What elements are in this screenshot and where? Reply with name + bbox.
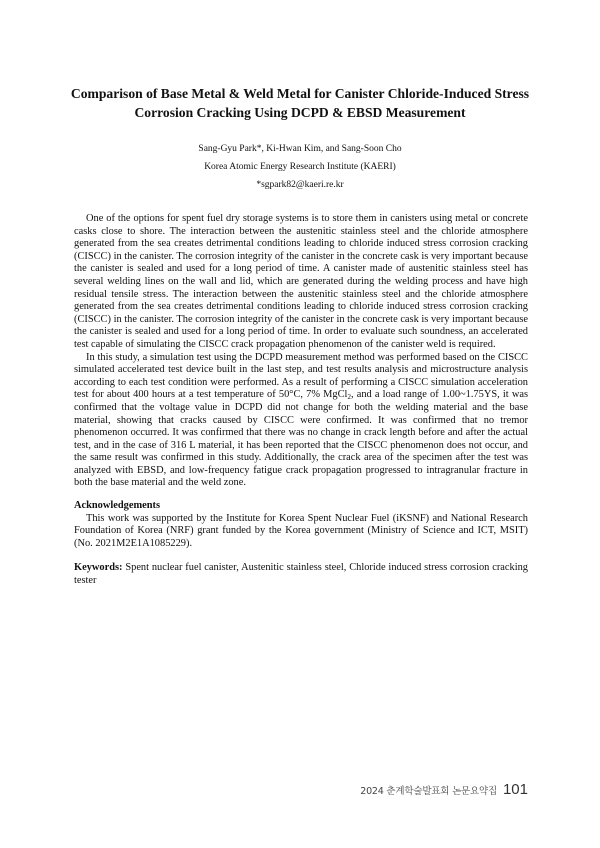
page-footer: [360, 781, 528, 798]
keywords-text: Spent nuclear fuel canister, Austenitic stainless steel, Chloride induced stress corrosion cracking tester: [74, 562, 528, 587]
abstract-paragraph-1: One of the options for spent fuel dry storage systems is to store them in canisters using metal or concrete casks close to shore. The interaction between the austenitic stainless steel and the chloride atmosphere generated from the sea creates detrimental conditions leading to chloride induced stress corrosion cracking (CISCC) in the canister. The corrosion integrity of the canister in the concrete cask is very important because the canister is sealed and used for a long period of time. A canister made of austenitic stainless steel has several welding lines on the wall and lid, which are generated during the welding process and have high residual tensile stress. The interaction between the austenitic stainless steel and the chloride atmosphere generated from the sea creates detrimental conditions leading to chloride induced stress corrosion cracking (CISCC) in the canister. The corrosion integrity of the canister in the concrete cask is very important because the canister is sealed and used for a long period of time. In order to evaluate such soundness, an accelerated test capable of simulating the CISCC crack propagation phenomenon of the canister weld is required.: [74, 213, 528, 350]
abstract-paragraph-2-part-a: In this study, a simulation test using the DCPD measurement method was performed based on the CISCC simulated accelerated test device built in the last step, and test results analysis and microstructure analysis according to each test condition were performed. As a result of performing a CISCC simulation acceleration test for about 400 hours at a test temperature of 50°C, 7% MgCl: [74, 351, 528, 401]
keywords-line: [74, 562, 528, 587]
corresponding-email: *sgpark82@kaeri.re.kr: [256, 180, 344, 190]
keywords-label: Keywords:: [74, 562, 123, 574]
author-list: Sang-Gyu Park*, Ki-Hwan Kim, and Sang-Soon Cho: [198, 144, 402, 154]
abstract-paragraph-2-part-b: , and a load range of 1.00~1.75YS, it was confirmed that the voltage value in DCPD did not change for both the welding material and the base material, showing that cracks caused by CISCC were confirmed. It was confirmed that no tremor phenomenon occurred. It was confirmed that there was no change in crack length before and after the actual test, and in the case of 316 L material, it has been reported that the CISCC phenomenon does not occur, and the same result was confirmed in this study. Additionally, the crack area of the specimen after the test was analyzed with EBSD, and low-frequency fatigue crack propagation progressed to intragranular fracture in both the base material and the weld zone.: [74, 389, 528, 489]
paper-title: Comparison of Base Metal & Weld Metal for Canister Chloride-Induced Stress Corrosion Cracking Using DCPD & EBSD Measurement: [70, 86, 530, 120]
page-number: 101: [502, 781, 528, 798]
acknowledgements-heading: Acknowledgements: [74, 500, 161, 512]
acknowledgements-text: This work was supported by the Institute for Korea Spent Nuclear Fuel (iKSNF) and National Research Foundation of Korea (NRF) grant funded by the Korea government (Ministry of Science and ICT, MSIT) (No. 2021M2E1A1085229).: [74, 512, 528, 549]
proceedings-label: 2024 춘계학술발표회 논문요약집: [360, 786, 497, 797]
abstract-body: [74, 213, 528, 588]
mgcl2-subscript: 2: [347, 393, 351, 402]
author-affiliation: Korea Atomic Energy Research Institute (KAERI): [204, 162, 396, 172]
abstract-paragraph-2: [74, 352, 528, 491]
